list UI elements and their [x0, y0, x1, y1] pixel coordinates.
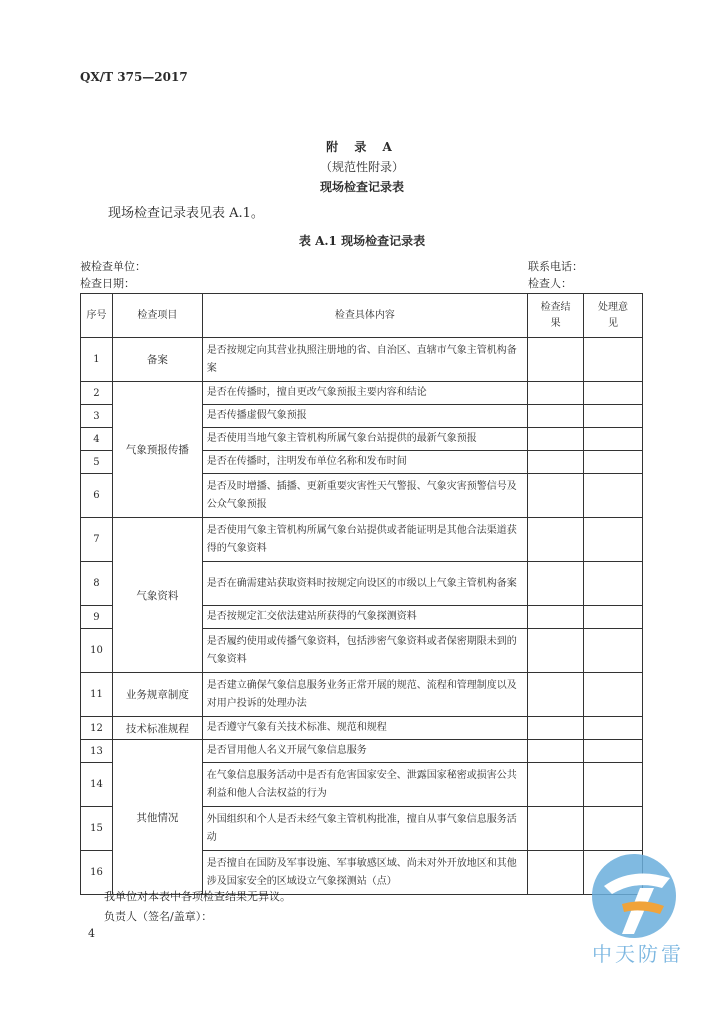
col-item: 检查项目: [112, 294, 202, 338]
result-cell[interactable]: [528, 382, 584, 405]
table-caption: 表 A.1 现场检查记录表: [298, 234, 426, 248]
opinion-cell[interactable]: [584, 451, 643, 474]
table-row: 1 备案 是否按规定向其营业执照注册地的省、自治区、直辖市气象主管机构备案: [81, 338, 643, 382]
result-cell[interactable]: [528, 606, 584, 629]
table-row: 15 外国组织和个人是否未经气象主管机构批准，擅自从事气象信息服务活动: [81, 807, 643, 851]
table-header-row: [81, 294, 643, 338]
table-row: 9 是否按规定汇交依法建站所获得的气象探测资料: [81, 606, 643, 629]
opinion-cell[interactable]: [584, 807, 643, 851]
table-row: 10 是否履约使用或传播气象资料，包括涉密气象资料或者保密期限未到的气象资料: [81, 629, 643, 673]
opinion-cell[interactable]: [584, 428, 643, 451]
table-row: 3 是否传播虚假气象预报: [81, 405, 643, 428]
table-row: 7 气象资料 是否使用气象主管机构所属气象台站提供或者能证明是其他合法渠道获得的气象资料: [81, 518, 643, 562]
intro-text: 现场检查记录表见表 A.1。: [108, 206, 264, 221]
phone-label: 联系电话：: [528, 260, 583, 273]
inspection-table: [80, 293, 643, 895]
result-cell[interactable]: [528, 763, 584, 807]
opinion-cell[interactable]: [584, 474, 643, 518]
group-label: 业务规章制度: [112, 673, 202, 717]
opinion-cell[interactable]: [584, 717, 643, 740]
table-row: 12 技术标准规程 是否遵守气象有关技术标准、规范和规程: [81, 717, 643, 740]
result-cell[interactable]: [528, 338, 584, 382]
opinion-cell[interactable]: [584, 338, 643, 382]
result-cell[interactable]: [528, 474, 584, 518]
table-row: 8 是否在确需建站获取资料时按规定向设区的市级以上气象主管机构备案: [81, 562, 643, 606]
result-cell[interactable]: [528, 451, 584, 474]
result-cell[interactable]: [528, 562, 584, 606]
table-row: 2 气象预报传播 是否在传播时，擅自更改气象预报主要内容和结论: [81, 382, 643, 405]
appendix-title-block: [0, 137, 724, 197]
opinion-cell[interactable]: [584, 405, 643, 428]
group-label: 其他情况: [112, 740, 202, 895]
appendix-name: 现场检查记录表: [319, 180, 404, 194]
inspector-label: 检查人：: [528, 277, 572, 290]
appendix-subtitle: （规范性附录）: [319, 160, 404, 174]
group-label: 气象资料: [112, 518, 202, 673]
opinion-cell[interactable]: [584, 382, 643, 405]
footer-signature: 负责人（签名/盖章）：: [104, 910, 213, 923]
table-row: 4 是否使用当地气象主管机构所属气象台站提供的最新气象预报: [81, 428, 643, 451]
opinion-cell[interactable]: [584, 763, 643, 807]
col-content: 检查具体内容: [202, 294, 527, 338]
result-cell[interactable]: [528, 405, 584, 428]
opinion-cell[interactable]: [584, 740, 643, 763]
group-label: 气象预报传播: [112, 382, 202, 518]
result-cell[interactable]: [528, 629, 584, 673]
date-label: 检查日期：: [80, 277, 135, 290]
inspected-unit-label: 被检查单位：: [80, 260, 146, 273]
col-result: 检查结果: [528, 294, 584, 338]
watermark-text: 中天防雷: [592, 942, 684, 966]
page-number: 4: [88, 927, 95, 940]
table-row: 14 在气象信息服务活动中是否有危害国家安全、泄露国家秘密或损害公共利益和他人合法权益的行为: [81, 763, 643, 807]
opinion-cell[interactable]: [584, 606, 643, 629]
appendix-title: 附 录 A: [326, 140, 398, 154]
result-cell[interactable]: [528, 673, 584, 717]
opinion-cell[interactable]: [584, 562, 643, 606]
table-row: 13 其他情况 是否冒用他人名义开展气象信息服务: [81, 740, 643, 763]
result-cell[interactable]: [528, 428, 584, 451]
group-label: 技术标准规程: [112, 717, 202, 740]
opinion-cell[interactable]: [584, 673, 643, 717]
result-cell[interactable]: [528, 717, 584, 740]
opinion-cell[interactable]: [584, 518, 643, 562]
opinion-cell[interactable]: [584, 629, 643, 673]
table-row: 5 是否在传播时，注明发布单位名称和发布时间: [81, 451, 643, 474]
standard-number: QX/T 375—2017: [80, 70, 188, 84]
footer-statement: 我单位对本表中各项检查结果无异议。: [104, 890, 291, 903]
group-label: 备案: [112, 338, 202, 382]
col-opinion: 处理意见: [584, 294, 643, 338]
result-cell[interactable]: [528, 518, 584, 562]
table-row: 11 业务规章制度 是否建立确保气象信息服务业务正常开展的规范、流程和管理制度以及对用户投诉的处理办法: [81, 673, 643, 717]
table-row: 16 是否擅自在国防及军事设施、军事敏感区域、尚未对外开放地区和其他涉及国家安全的区域设立气象探测站（点）: [81, 851, 643, 895]
result-cell[interactable]: [528, 851, 584, 895]
col-no: 序号: [81, 294, 113, 338]
result-cell[interactable]: [528, 740, 584, 763]
table-row: 6 是否及时增播、插播、更新重要灾害性天气警报、气象灾害预警信号及公众气象预报: [81, 474, 643, 518]
result-cell[interactable]: [528, 807, 584, 851]
